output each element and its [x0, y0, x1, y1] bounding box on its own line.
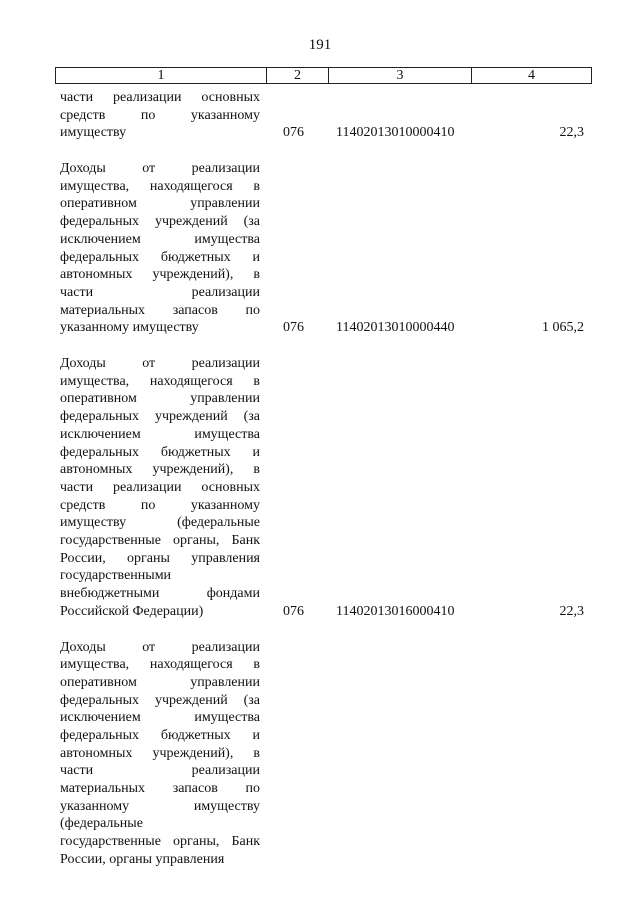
table-row [0, 89, 640, 142]
description-line: Доходы от реализации [60, 639, 260, 655]
header-col-1: 1 [56, 68, 267, 83]
description-line: государственные органы, Банк [60, 834, 260, 850]
row-amount: 22,3 [559, 125, 584, 141]
table-header [55, 67, 592, 84]
row-admin-code: 076 [283, 603, 304, 619]
row-budget-code: 11402013010000410 [336, 125, 455, 141]
description-line: внебюджетными фондами [60, 586, 260, 602]
row-description [60, 160, 260, 337]
description-line: федеральных учреждений (за [60, 214, 260, 230]
description-line: материальных запасов по [60, 781, 260, 797]
description-line: автономных учреждений), в [60, 267, 260, 283]
description-line: исключением имущества [60, 231, 260, 247]
description-line: России, органы управления [60, 851, 225, 867]
description-line: федеральных бюджетных и [60, 444, 260, 460]
description-line: государственными [60, 568, 172, 584]
description-line: Российской Федерации) [60, 603, 204, 619]
row-admin-code: 076 [283, 320, 304, 336]
description-line: имуществу (федеральные [60, 515, 260, 531]
description-line: Доходы от реализации [60, 356, 260, 372]
row-amount: 22,3 [559, 603, 584, 619]
row-budget-code: 11402013016000410 [336, 603, 455, 619]
header-col-4: 4 [528, 68, 535, 83]
description-line: средств по указанному [60, 107, 260, 123]
row-description [60, 355, 260, 620]
description-line: средств по указанному [60, 497, 260, 513]
description-line: части реализации основных [60, 479, 260, 495]
description-line: федеральных бюджетных и [60, 249, 260, 265]
description-line: оперативном управлении [60, 391, 260, 407]
description-line: исключением имущества [60, 710, 260, 726]
description-line: Доходы от реализации [60, 161, 260, 177]
description-line: части реализации основных [60, 90, 260, 105]
description-line: федеральных бюджетных и [60, 728, 260, 744]
description-line: исключением имущества [60, 426, 260, 442]
row-description [60, 89, 260, 142]
description-line: имущества, находящегося в [60, 657, 260, 673]
table-row [0, 355, 640, 621]
description-line: имущества, находящегося в [60, 373, 260, 389]
description-line: указанному имуществу [60, 798, 260, 814]
description-line: России, органы управления [60, 550, 260, 566]
description-line: (федеральные [60, 816, 143, 832]
table-row [0, 639, 640, 869]
description-line: указанному имуществу [60, 320, 199, 336]
description-line: имуществу [60, 125, 127, 141]
row-budget-code: 11402013010000440 [336, 320, 455, 336]
description-line: автономных учреждений), в [60, 462, 260, 478]
description-line: федеральных учреждений (за [60, 692, 260, 708]
description-line: государственные органы, Банк [60, 532, 260, 548]
description-line: части реализации [60, 284, 260, 300]
table-row [0, 160, 640, 337]
row-amount: 1 065,2 [542, 320, 584, 336]
description-line: имущества, находящегося в [60, 178, 260, 194]
header-col-2: 2 [267, 68, 329, 83]
description-line: части реализации [60, 763, 260, 779]
row-admin-code: 076 [283, 125, 304, 141]
description-line: автономных учреждений), в [60, 745, 260, 761]
row-description [60, 639, 260, 869]
page-number: 191 [308, 37, 332, 53]
description-line: федеральных учреждений (за [60, 409, 260, 425]
header-col-3: 3 [329, 68, 472, 83]
description-line: материальных запасов по [60, 302, 260, 318]
description-line: оперативном управлении [60, 196, 260, 212]
description-line: оперативном управлении [60, 674, 260, 690]
